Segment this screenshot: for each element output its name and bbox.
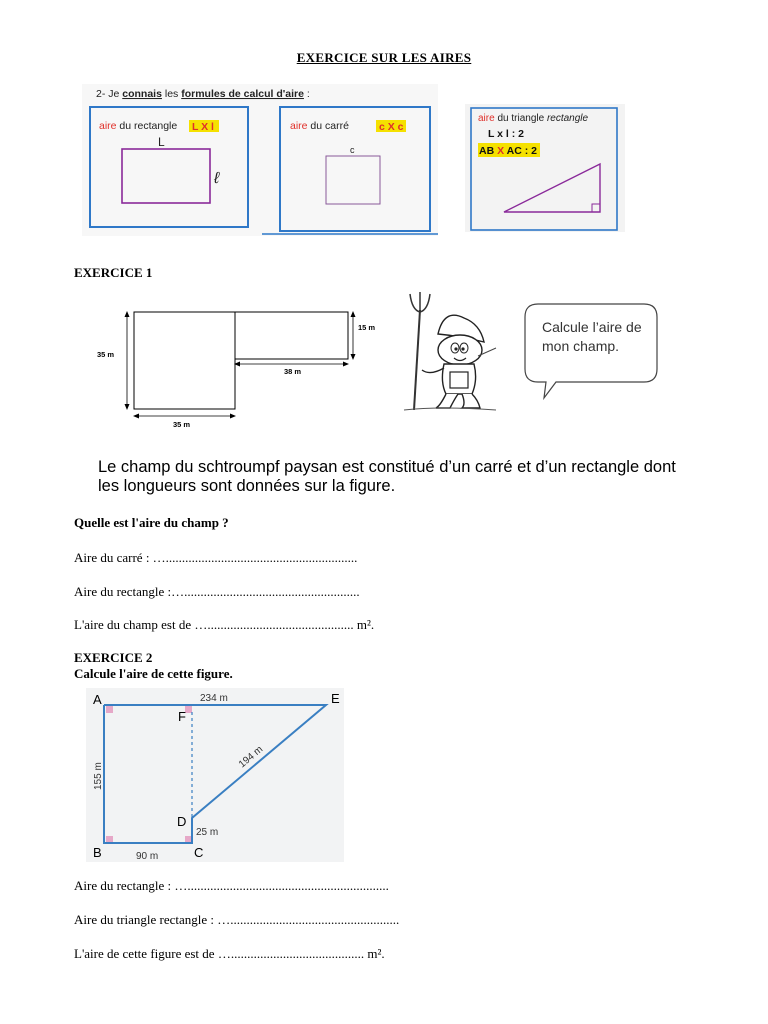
tri-formula-ac: AC : 2 <box>504 145 537 157</box>
field-square <box>134 312 235 409</box>
page-title: EXERCICE SUR LES AIRES <box>296 50 472 65</box>
formulas-heading-formules: formules de calcul d'aire <box>181 88 304 100</box>
rect-aire-word: aire <box>99 120 117 132</box>
formulas-heading-les: les <box>161 88 182 100</box>
tri-formula-1: L x l : 2 <box>488 128 524 140</box>
square-side-c: c <box>350 145 355 155</box>
square-formula: c X c <box>379 121 404 133</box>
point-B: B <box>93 845 102 860</box>
speech-bubble <box>520 300 664 400</box>
svg-text:aire du rectangle <box>99 120 177 132</box>
unit-m2: m². <box>356 617 375 632</box>
exercise-2-heading: EXERCICE 2 <box>74 650 153 665</box>
svg-text:2- Je connais les formules de <box>96 88 310 100</box>
dim-right: 15 m <box>358 323 376 332</box>
unit-m2-ex2: m². <box>367 946 385 961</box>
formulas-heading-suffix: : <box>303 88 310 100</box>
rect-label: du rectangle <box>116 120 178 132</box>
rect-side-l: ℓ <box>214 170 220 187</box>
formulas-illustration <box>82 84 630 236</box>
tri-formula-ab: AB <box>479 145 498 157</box>
smurf-drawing <box>400 290 500 415</box>
dim-bottom: 35 m <box>173 420 191 429</box>
composite-figure <box>86 688 344 862</box>
point-C: C <box>194 845 204 860</box>
point-A: A <box>93 692 102 707</box>
answer-line-ex2-rectangle: Aire du rectangle : ….............................................................. <box>74 878 389 893</box>
tri-formula-x: X <box>497 145 505 157</box>
dim-left: 35 m <box>97 350 115 359</box>
point-D: D <box>177 814 187 829</box>
dim-middle: 38 m <box>284 367 302 376</box>
answer-line-ex2-total <box>74 946 385 962</box>
tri-label-italic: rectangle <box>546 113 589 124</box>
rect-formula: L X l <box>192 121 214 133</box>
tri-label: du triangle <box>494 113 547 124</box>
exercise-1-statement: Le champ du schtroumpf paysan est constitué d’un carré et d’un rectangle dont les longueurs sont données sur la figure. <box>98 458 676 495</box>
field-figure <box>95 305 385 435</box>
formulas-heading-connais: connais <box>122 88 162 100</box>
point-F: F <box>178 709 186 724</box>
formulas-panel <box>82 84 630 236</box>
speech-bubble-text: Calcule l’aire de mon champ. <box>542 319 642 354</box>
svg-text:AB X AC : 2 <box>479 145 537 157</box>
dim-small-25: 25 m <box>196 827 219 838</box>
svg-text:aire du carré <box>290 120 349 132</box>
answer-line-square: Aire du carré : …........................................................... <box>74 550 358 565</box>
answer-line-rectangle: Aire du rectangle :…...................................................... <box>74 584 360 599</box>
answer-field-total-text: L'aire du champ est de …............................................. <box>74 617 357 632</box>
field-diagram <box>95 305 385 435</box>
answer-line-ex2-triangle: Aire du triangle rectangle : ….................................................... <box>74 912 400 927</box>
dim-bottom-90: 90 m <box>136 851 159 862</box>
exercise-1-heading: EXERCICE 1 <box>74 265 153 280</box>
square-aire-word: aire <box>290 120 308 132</box>
point-E: E <box>331 691 340 706</box>
square-label: du carré <box>307 120 349 132</box>
exercise-2-figure <box>86 688 344 862</box>
rect-side-L: L <box>158 135 165 149</box>
smurf-farmer-image <box>400 290 500 415</box>
svg-text:aire du triangle rectangle <box>478 113 589 124</box>
exercise-2-subheading: Calcule l'aire de cette figure. <box>74 666 233 681</box>
answer-line-field-total <box>74 617 374 633</box>
formulas-heading-prefix: 2- Je <box>96 88 123 100</box>
exercise-1-question: Quelle est l'aire du champ ? <box>74 515 229 530</box>
dim-left-155: 155 m <box>93 762 104 790</box>
answer-ex2-total-text: L'aire de cette figure est de …......................................... <box>74 946 368 961</box>
dim-diagonal: 194 m <box>236 744 266 771</box>
dim-top: 234 m <box>200 693 228 704</box>
field-rectangle <box>235 312 348 359</box>
tri-aire-word: aire <box>478 113 495 124</box>
